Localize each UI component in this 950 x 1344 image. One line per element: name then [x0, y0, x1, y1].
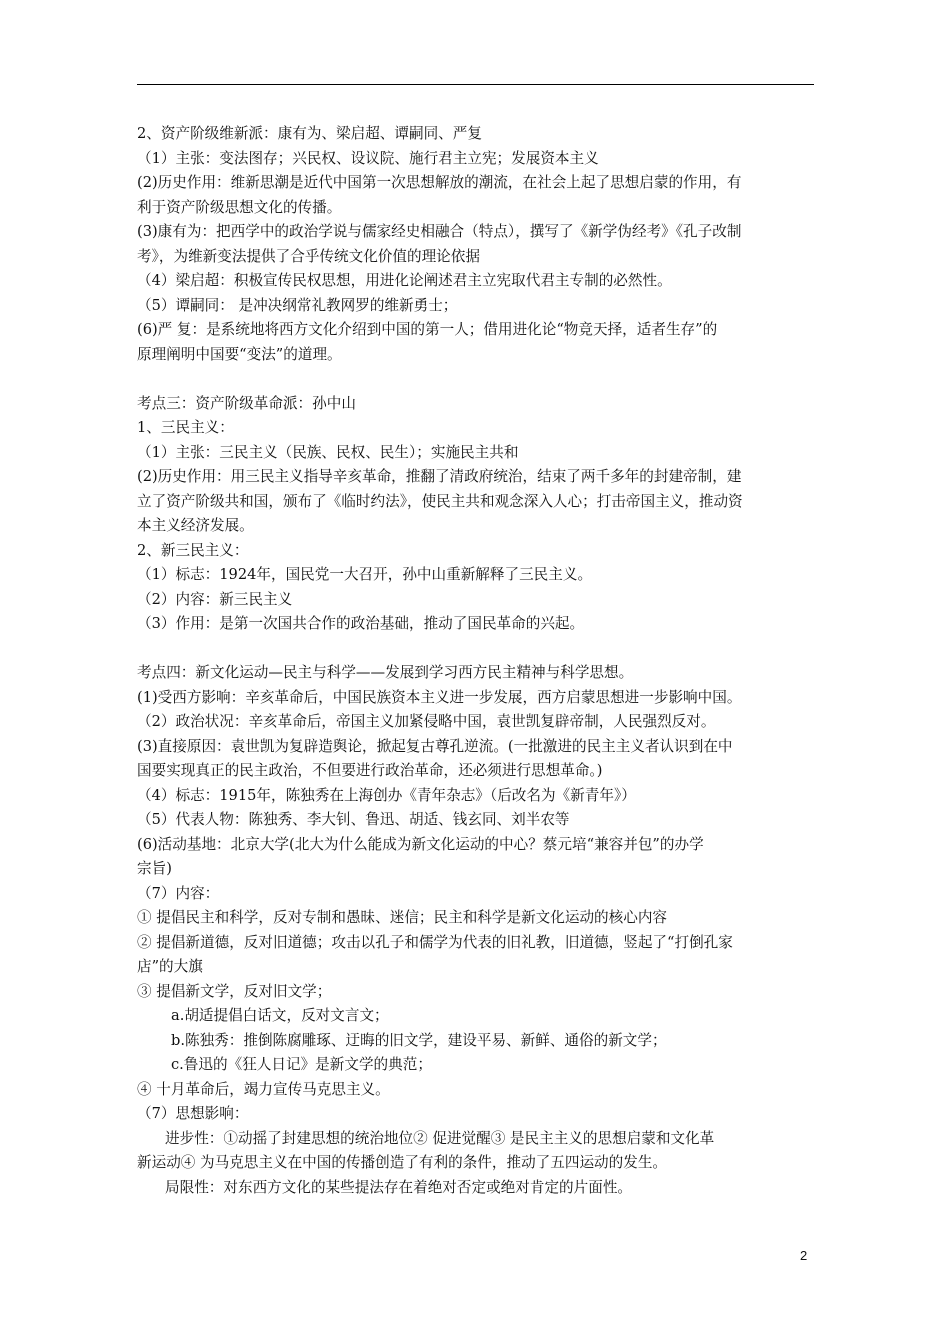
heading-reformers: 2、资产阶级维新派：康有为、梁启超、谭嗣同、严复	[137, 125, 482, 142]
text-line-indented: 进步性：①动摇了封建思想的统治地位② 促进觉醒③ 是民主主义的思想启蒙和文化革	[165, 1129, 715, 1147]
text-line: 店”的大旗	[137, 958, 203, 975]
text-line: （1）标志：1924年，国民党一大召开，孙中山重新解释了三民主义。	[137, 566, 593, 583]
text-line: (2)历史作用：用三民主义指导辛亥革命，推翻了清政府统治，结束了两千多年的封建帝制，建	[137, 468, 742, 485]
text-line: (3)直接原因：袁世凯为复辟造舆论，掀起复古尊孔逆流。(一批激进的民主主义者认识到在中	[137, 737, 733, 755]
text-line-subitem: c.鲁迅的《狂人日记》是新文学的典范；	[171, 1056, 432, 1073]
heading-kaodian-3: 考点三：资产阶级革命派：孙中山	[137, 394, 356, 412]
text-line: ④ 十月革命后，竭力宣传马克思主义。	[137, 1080, 390, 1098]
page-number: 2	[800, 1248, 808, 1263]
text-line: （1）主张：三民主义（民族、民权、民生）；实施民主共和	[137, 443, 519, 461]
text-line: 本主义经济发展。	[137, 517, 254, 534]
text-line: 1、三民主义：	[137, 419, 234, 436]
text-line: 利于资产阶级思想文化的传播。	[137, 198, 342, 216]
text-line: (3)康有为：把西学中的政治学说与儒家经史相融合（特点），撰写了《新学伪经考》《孔子改制	[137, 223, 742, 240]
text-line-indented: 局限性：对东西方文化的某些提法存在着绝对否定或绝对肯定的片面性。	[165, 1178, 633, 1196]
text-line-subitem: a.胡适提倡白话文，反对文言文；	[171, 1007, 389, 1024]
text-line-subitem: b.陈独秀：推倒陈腐雕琢、迂晦的旧文学，建设平易、新鲜、通俗的新文学；	[171, 1031, 667, 1049]
text-line: （1）主张：变法图存；兴民权、设议院、施行君主立宪；发展资本主义	[137, 149, 599, 167]
spacer	[137, 367, 817, 392]
text-line: （5）谭嗣同： 是冲决纲常礼教网罗的维新勇士；	[137, 296, 458, 314]
text-line: ② 提倡新道德，反对旧道德；攻击以孔子和儒学为代表的旧礼教，旧道德，竖起了“打倒孔家	[137, 933, 733, 951]
text-line: (6)活动基地：北京大学(北大为什么能成为新文化运动的中心？蔡元培“兼容并包”的办学	[137, 835, 704, 853]
spacer	[137, 637, 817, 662]
text-line: （7）思想影响：	[137, 1105, 249, 1122]
document-body	[137, 122, 817, 1200]
text-line: （5）代表人物：陈独秀、李大钊、鲁迅、胡适、钱玄同、刘半农等	[137, 811, 570, 828]
text-line: ① 提倡民主和科学，反对专制和愚昧、迷信；民主和科学是新文化运动的核心内容	[137, 909, 668, 926]
text-line: 新运动④ 为马克思主义在中国的传播创造了有利的条件，推动了五四运动的发生。	[137, 1154, 668, 1171]
text-line: (2)历史作用：维新思潮是近代中国第一次思想解放的潮流，在社会上起了思想启蒙的作用，有	[137, 174, 742, 191]
text-line: （2）政治状况：辛亥革命后，帝国主义加紧侵略中国，袁世凯复辟帝制，人民强烈反对。	[137, 713, 716, 730]
text-line: 原理阐明中国要“变法”的道理。	[137, 345, 342, 363]
text-line: (6)严 复：是系统地将西方文化介绍到中国的第一人；借用进化论“物竞天择，适者生存”的	[137, 321, 718, 338]
text-line: 国要实现真正的民主政治，不但要进行政治革命，还必须进行思想革命。)	[137, 762, 603, 779]
text-line: （2）内容：新三民主义	[137, 590, 293, 608]
text-line: （7）内容：	[137, 884, 220, 902]
text-line: 2、新三民主义：	[137, 541, 249, 559]
text-line: (1)受西方影响：辛亥革命后，中国民族资本主义进一步发展，西方启蒙思想进一步影响中国。	[137, 688, 742, 706]
text-line: （4）梁启超：积极宣传民权思想，用进化论阐述君主立宪取代君主专制的必然性。	[137, 272, 672, 289]
text-line: 宗旨)	[137, 860, 172, 877]
text-line: 立了资产阶级共和国，颁布了《临时约法》，使民主共和观念深入人心；打击帝国主义，推动资	[137, 492, 743, 510]
header-rule	[137, 84, 814, 85]
text-line: （3）作用：是第一次国共合作的政治基础，推动了国民革命的兴起。	[137, 615, 585, 632]
text-line: ③ 提倡新文学，反对旧文学；	[137, 982, 332, 1000]
text-line: 考》，为维新变法提供了合乎传统文化价值的理论依据	[137, 247, 480, 265]
heading-kaodian-4: 考点四：新文化运动—民主与科学——发展到学习西方民主精神与科学思想。	[137, 664, 634, 681]
text-line: （4）标志：1915年，陈独秀在上海创办《青年杂志》（后改名为《新青年》）	[137, 786, 636, 804]
